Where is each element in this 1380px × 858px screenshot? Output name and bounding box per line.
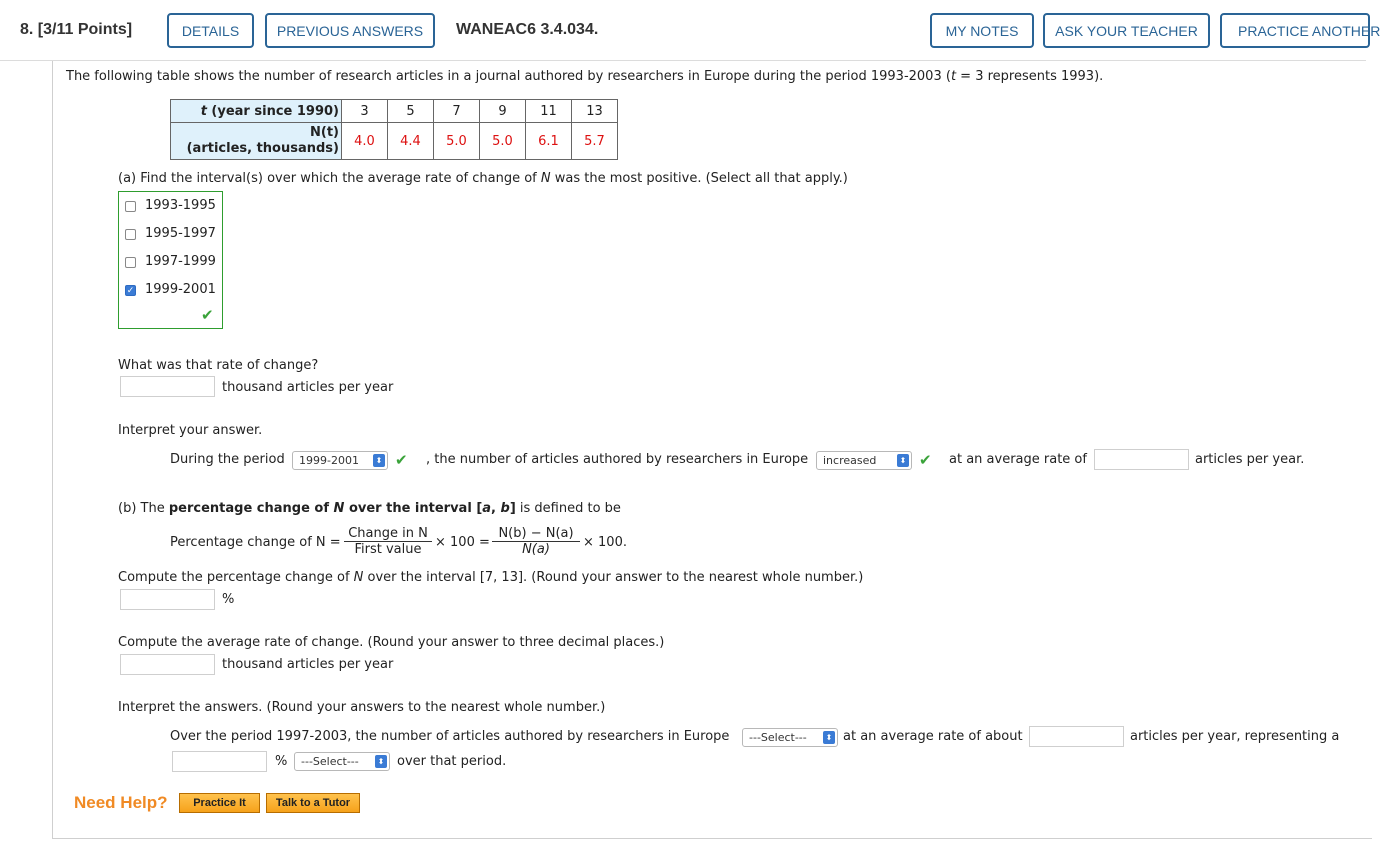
t-header: t (year since 1990): [171, 100, 342, 123]
pct-unit: %: [222, 592, 235, 607]
checkbox-1993-1995[interactable]: [125, 201, 136, 212]
practice-another-button[interactable]: PRACTICE ANOTHER: [1220, 13, 1370, 48]
question-code: WANEAC6 3.4.034.: [456, 21, 599, 38]
n-value: 4.0: [342, 123, 388, 160]
compute-pct-prompt: Compute the percentage change of N over the interval [7, 13]. (Round your answer to the nearest whole number.): [118, 570, 864, 585]
pct-sign: %: [275, 754, 288, 769]
data-table: [170, 99, 618, 160]
over-period-text: Over the period 1997-2003, the number of articles authored by researchers in Europe: [170, 729, 730, 744]
period-select[interactable]: 1999-2001 ⬍: [292, 451, 388, 470]
trend-select-b[interactable]: ---Select--- ⬍: [742, 728, 838, 747]
correct-check-icon: ✔: [395, 451, 408, 469]
option-label: 1993-1995: [145, 198, 216, 213]
my-notes-button[interactable]: MY NOTES: [930, 13, 1034, 48]
avg-unit: thousand articles per year: [222, 657, 394, 672]
table-row: [171, 100, 618, 123]
select-arrows-icon: ⬍: [373, 454, 385, 467]
rate-text: at an average rate of: [949, 452, 1087, 467]
checkbox-1997-1999[interactable]: [125, 257, 136, 268]
question-header: [0, 0, 1380, 61]
during-label: During the period: [170, 452, 285, 467]
articles-per-year-input[interactable]: [1029, 726, 1124, 747]
t-value: 7: [434, 100, 480, 123]
avg-rate-input[interactable]: [120, 654, 215, 675]
t-value: 13: [572, 100, 618, 123]
n-value: 5.7: [572, 123, 618, 160]
option-label: 1999-2001: [145, 282, 216, 297]
times-100: × 100 =: [435, 535, 490, 550]
t-value: 5: [388, 100, 434, 123]
over-that-period-text: over that period.: [397, 754, 507, 769]
avg-rate-about-text: at an average rate of about: [843, 729, 1023, 744]
details-button[interactable]: DETAILS: [167, 13, 254, 48]
formula-fraction-1: Change in N First value: [344, 526, 432, 557]
part-a-prompt: (a) Find the interval(s) over which the average rate of change of N was the most positive. (Select all that apply.): [118, 171, 848, 186]
n-value: 5.0: [434, 123, 480, 160]
n-header: N(t) (articles, thousands): [171, 123, 342, 160]
rate-unit: thousand articles per year: [222, 380, 394, 395]
ask-your-teacher-button[interactable]: ASK YOUR TEACHER: [1043, 13, 1210, 48]
option-label: 1997-1999: [145, 254, 216, 269]
rate-of-change-input[interactable]: [120, 376, 215, 397]
part-b-intro: (b) The percentage change of N over the interval [a, b] is defined to be: [118, 501, 621, 516]
t-value: 3: [342, 100, 388, 123]
checkbox-1995-1997[interactable]: [125, 229, 136, 240]
points-label: [3/11 Points]: [37, 21, 133, 38]
select-arrows-icon: ⬍: [823, 731, 835, 744]
average-rate-input[interactable]: [1094, 449, 1189, 470]
n-value: 5.0: [480, 123, 526, 160]
direction-select[interactable]: ---Select--- ⬍: [294, 752, 390, 771]
formula-fraction-2: $\frac{N(b) - N(a)}{N(a)}$: [492, 526, 580, 557]
select-arrows-icon: ⬍: [897, 454, 909, 467]
trend-select[interactable]: increased ⬍: [816, 451, 912, 470]
n-value: 4.4: [388, 123, 434, 160]
question-number: 8. [3/11 Points]: [20, 21, 133, 38]
t-value: 9: [480, 100, 526, 123]
practice-it-button[interactable]: Practice It: [179, 793, 260, 813]
middle-text: , the number of articles authored by researchers in Europe: [426, 452, 809, 467]
talk-to-tutor-button[interactable]: Talk to a Tutor: [266, 793, 360, 813]
percentage-change-input[interactable]: [120, 589, 215, 610]
t-value: 11: [526, 100, 572, 123]
times-100-end: × 100.: [583, 535, 627, 550]
percent-input[interactable]: [172, 751, 267, 772]
intro-text: The following table shows the number of research articles in a journal authored by researchers in Europe during the period 1993-2003 (t = 3 represents 1993).: [66, 69, 1104, 84]
need-help-label: Need Help?: [74, 793, 168, 812]
select-arrows-icon: ⬍: [375, 755, 387, 768]
correct-check-icon: ✔: [919, 451, 932, 469]
end-text: articles per year.: [1195, 452, 1305, 467]
option-label: 1995-1997: [145, 226, 216, 241]
compute-avg-prompt: Compute the average rate of change. (Round your answer to three decimal places.): [118, 635, 665, 650]
interpret-answers-label: Interpret the answers. (Round your answers to the nearest whole number.): [118, 700, 606, 715]
representing-text: articles per year, representing a: [1130, 729, 1340, 744]
rate-question: What was that rate of change?: [118, 358, 319, 373]
formula-label: Percentage change of N =: [170, 535, 341, 550]
checkbox-1999-2001[interactable]: ✓: [126, 286, 135, 296]
correct-check-icon: ✔: [201, 306, 214, 324]
n-value: 6.1: [526, 123, 572, 160]
previous-answers-button[interactable]: PREVIOUS ANSWERS: [265, 13, 435, 48]
table-row: [171, 123, 618, 160]
interpret-label: Interpret your answer.: [118, 423, 263, 438]
